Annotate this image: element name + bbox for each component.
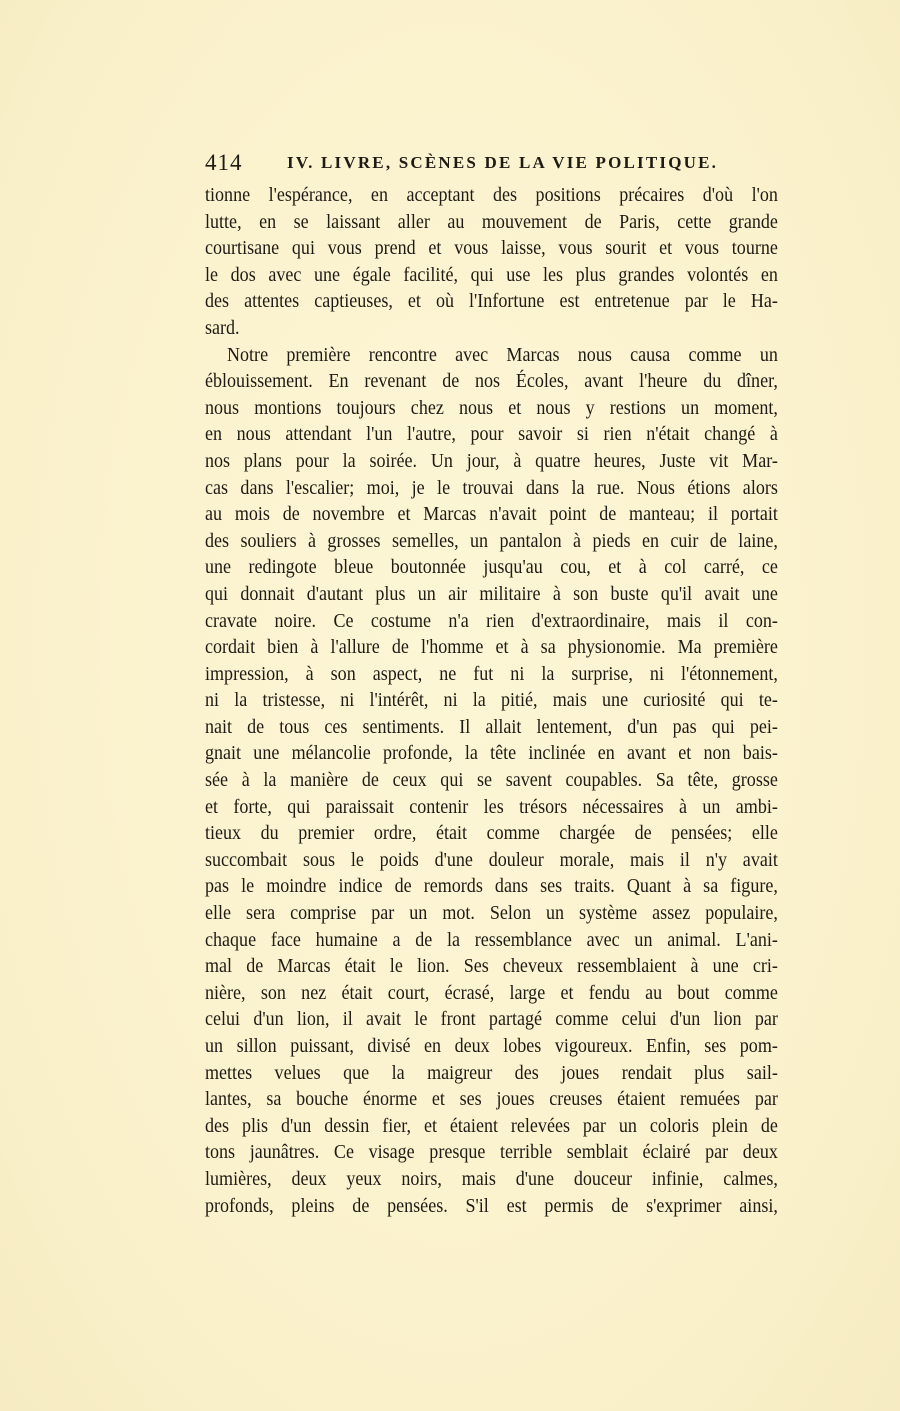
body-text xyxy=(205,182,778,1219)
text-line: éblouissement. En revenant de nos Écoles, avant l'heure du dîner, xyxy=(205,370,778,393)
text-line: succombait sous le poids d'une douleur morale, mais il n'y avait xyxy=(205,848,778,871)
text-line: profonds, pleins de pensées. S'il est permis de s'exprimer ainsi, xyxy=(205,1194,778,1217)
text-line: impression, à son aspect, ne fut ni la surprise, ni l'étonnement, xyxy=(205,662,778,685)
text-line: Notre première rencontre avec Marcas nous causa comme un xyxy=(227,343,778,366)
text-line: mettes velues que la maigreur des joues rendait plus sail- xyxy=(205,1061,778,1084)
text-line: nous montions toujours chez nous et nous y restions un moment, xyxy=(205,396,778,419)
text-line: pas le moindre indice de remords dans ses traits. Quant à sa figure, xyxy=(205,875,778,898)
text-line: un sillon puissant, divisé en deux lobes vigoureux. Enfin, ses pom- xyxy=(205,1035,778,1057)
text-line: chaque face humaine a de la ressemblance avec un animal. L'ani- xyxy=(205,928,778,951)
text-line: sard. xyxy=(205,316,240,339)
text-line: tieux du premier ordre, était comme chargée de pensées; elle xyxy=(205,822,778,845)
text-line: elle sera comprise par un mot. Selon un système assez populaire, xyxy=(205,902,778,925)
text-line: courtisane qui vous prend et vous laisse, vous sourit et vous tourne xyxy=(205,237,778,260)
text-line: tionne l'espérance, en acceptant des positions précaires d'où l'on xyxy=(205,184,778,206)
text-line: des plis d'un dessin fier, et étaient relevées par un coloris plein de xyxy=(205,1114,778,1137)
text-line: lutte, en se laissant aller au mouvement de Paris, cette grande xyxy=(205,210,778,233)
page-number: 414 xyxy=(205,150,243,175)
text-line: ni la tristesse, ni l'intérêt, ni la pitié, mais une curiosité qui te- xyxy=(205,689,778,712)
text-line: mal de Marcas était le lion. Ses cheveux ressemblaient à une cri- xyxy=(205,955,778,978)
text-line: cravate noire. Ce costume n'a rien d'extraordinaire, mais il con- xyxy=(205,609,778,632)
text-line: nos plans pour la soirée. Un jour, à quatre heures, Juste vit Mar- xyxy=(205,449,778,472)
text-line: qui donnait d'autant plus un air militaire à son buste qu'il avait une xyxy=(205,582,778,605)
text-line: des attentes captieuses, et où l'Infortune est entretenue par le Ha- xyxy=(205,290,778,313)
text-line: celui d'un lion, il avait le front partagé comme celui d'un lion par xyxy=(205,1008,778,1031)
text-line: en nous attendant l'un l'autre, pour savoir si rien n'était changé à xyxy=(205,423,778,446)
text-line: tons jaunâtres. Ce visage presque terrible semblait éclairé par deux xyxy=(205,1141,778,1164)
text-line: sée à la manière de ceux qui se savent coupables. Sa tête, grosse xyxy=(205,769,778,792)
text-line: des souliers à grosses semelles, un pantalon à pieds en cuir de laine, xyxy=(205,529,778,552)
text-line: lantes, sa bouche énorme et ses joues creuses étaient remuées par xyxy=(205,1088,778,1111)
text-line: cordait bien à l'allure de l'homme et à sa physionomie. Ma première xyxy=(205,636,778,659)
page-header xyxy=(205,150,778,178)
text-line: nière, son nez était court, écrasé, large et fendu au bout comme xyxy=(205,981,778,1004)
text-line: le dos avec une égale facilité, qui use les plus grandes volontés en xyxy=(205,263,778,286)
text-line: lumières, deux yeux noirs, mais d'une douceur infinie, calmes, xyxy=(205,1167,778,1190)
text-line: nait de tous ces sentiments. Il allait lentement, d'un pas qui pei- xyxy=(205,715,778,738)
running-title: IV. LIVRE, SCÈNES DE LA VIE POLITIQUE. xyxy=(287,153,719,172)
text-line: au mois de novembre et Marcas n'avait point de manteau; il portait xyxy=(205,503,778,526)
text-line: une redingote bleue boutonnée jusqu'au cou, et à col carré, ce xyxy=(205,556,778,579)
text-line: cas dans l'escalier; moi, je le trouvai dans la rue. Nous étions alors xyxy=(205,476,778,499)
text-line: gnait une mélancolie profonde, la tête inclinée en avant et non bais- xyxy=(205,742,778,765)
text-line: et forte, qui paraissait contenir les trésors nécessaires à un ambi- xyxy=(205,795,778,818)
